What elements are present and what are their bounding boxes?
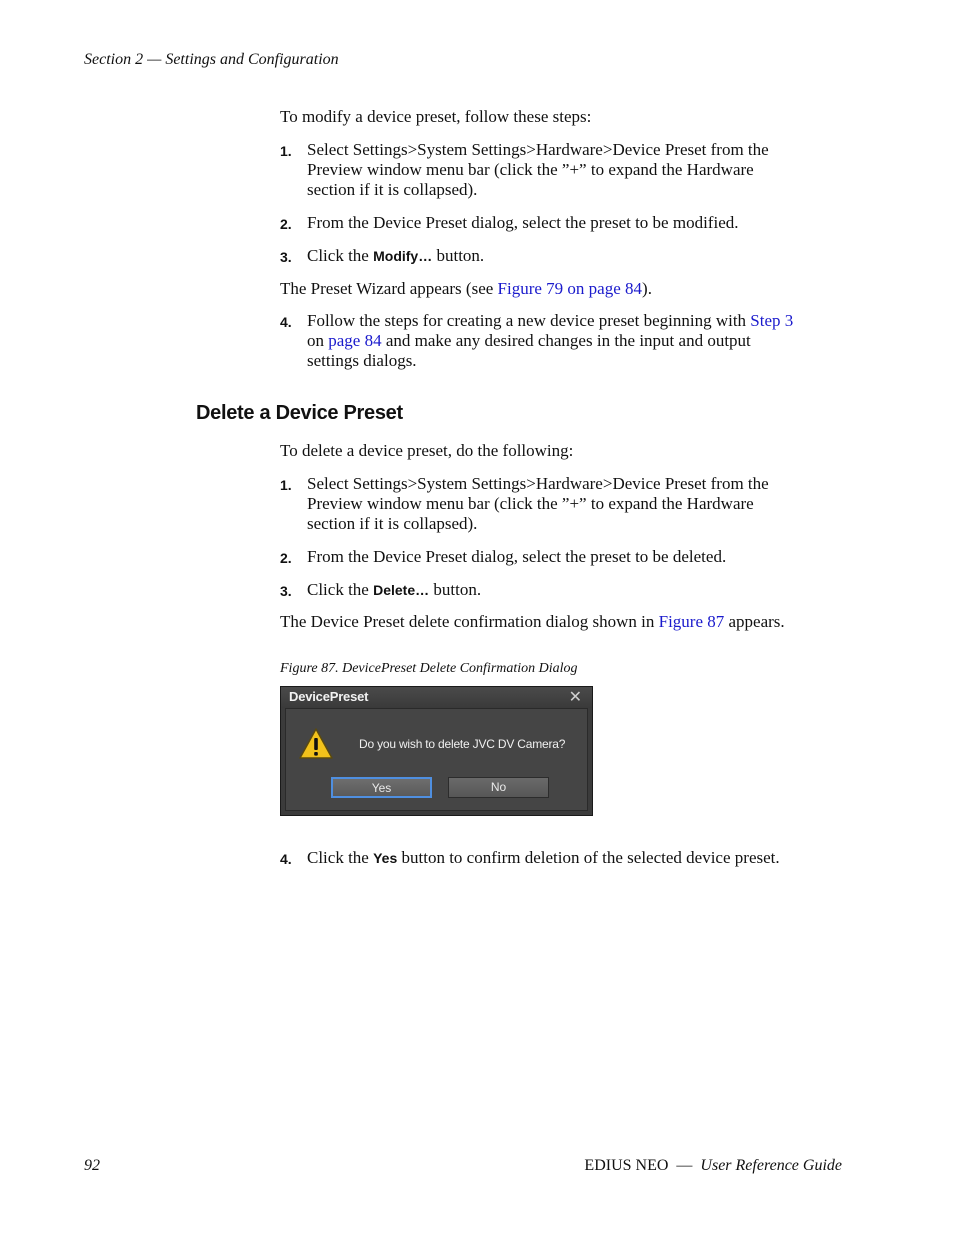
dialog-title-bar [281, 687, 592, 708]
step-line: Preview window menu bar (click the ”+” to expand the Hardware [307, 160, 754, 179]
step-text: From the Device Preset dialog, select the preset to be modified. [307, 213, 739, 232]
dialog-body [285, 708, 588, 811]
device-preset-dialog [280, 686, 593, 816]
para-text: The Device Preset delete confirmation dialog shown in [280, 612, 659, 631]
close-icon[interactable]: ✕ [568, 689, 582, 706]
step-line: Select Settings>System Settings>Hardware>Device Preset from the [307, 474, 769, 493]
step-line: section if it is collapsed). [307, 180, 478, 199]
footer-dash: — [676, 1157, 693, 1174]
step-number: 2. [280, 550, 292, 566]
step-line: Preview window menu bar (click the ”+” to expand the Hardware [307, 494, 754, 513]
section-heading: Delete a Device Preset [196, 402, 403, 424]
para-text: appears. [724, 612, 785, 631]
step-number: 3. [280, 583, 292, 599]
step-3-link[interactable]: Step 3 [750, 311, 794, 330]
modify-step-3 [280, 246, 850, 266]
delete-step-4 [280, 848, 850, 868]
no-button[interactable]: No [448, 777, 549, 798]
step-line: section if it is collapsed). [307, 514, 478, 533]
step-text: button to confirm deletion of the selected device preset. [397, 848, 780, 867]
figure-87-link[interactable]: Figure 87 [658, 612, 725, 631]
delete-intro: To delete a device preset, do the following: [280, 441, 574, 460]
yes-button-ref: Yes [373, 850, 398, 866]
modify-step-1 [280, 140, 850, 200]
step-text: Click the [307, 580, 374, 599]
step-number: 3. [280, 249, 292, 265]
step-text: Click the [307, 848, 374, 867]
step-text: and make any desired changes in the input and output [381, 331, 751, 350]
step-number: 2. [280, 216, 292, 232]
modify-step-4 [280, 311, 850, 371]
dialog-message: Do you wish to delete JVC DV Camera? [359, 737, 566, 751]
dialog-title: DevicePreset [289, 689, 369, 704]
delete-step-3 [280, 580, 850, 600]
step-number: 1. [280, 477, 292, 493]
wizard-para [280, 279, 850, 299]
para-text: The Preset Wizard appears (see [280, 279, 498, 298]
step-text: settings dialogs. [307, 351, 417, 370]
figure-79-link[interactable]: Figure 79 on page 84 [497, 279, 643, 298]
warning-icon [298, 727, 334, 760]
step-number: 1. [280, 143, 292, 159]
yes-button[interactable]: Yes [331, 777, 432, 798]
step-line: Select Settings>System Settings>Hardware>Device Preset from the [307, 140, 769, 159]
page-number: 92 [84, 1157, 100, 1174]
step-number: 4. [280, 851, 292, 867]
running-header: Section 2 — Settings and Configuration [84, 51, 339, 68]
delete-step-1 [280, 474, 850, 534]
step-text: Click the [307, 246, 374, 265]
page-84-link[interactable]: page 84 [328, 331, 382, 350]
modify-intro: To modify a device preset, follow these steps: [280, 107, 592, 126]
step-text: Follow the steps for creating a new device preset beginning with [307, 311, 751, 330]
product-name: EDIUS NEO [584, 1157, 669, 1174]
running-footer [584, 1157, 842, 1175]
figure-caption: Figure 87. DevicePreset Delete Confirmation Dialog [280, 661, 578, 676]
step-text: button. [429, 580, 482, 599]
delete-step-2 [280, 547, 850, 567]
confirm-para [280, 612, 850, 632]
step-text: From the Device Preset dialog, select the preset to be deleted. [307, 547, 727, 566]
modify-button-ref: Modify… [373, 248, 433, 264]
guide-title: User Reference Guide [700, 1157, 842, 1174]
step-number: 4. [280, 314, 292, 330]
step-text: on [307, 331, 329, 350]
step-text: button. [432, 246, 485, 265]
modify-step-2 [280, 213, 850, 233]
para-text: ). [642, 279, 652, 298]
delete-button-ref: Delete… [373, 582, 430, 598]
